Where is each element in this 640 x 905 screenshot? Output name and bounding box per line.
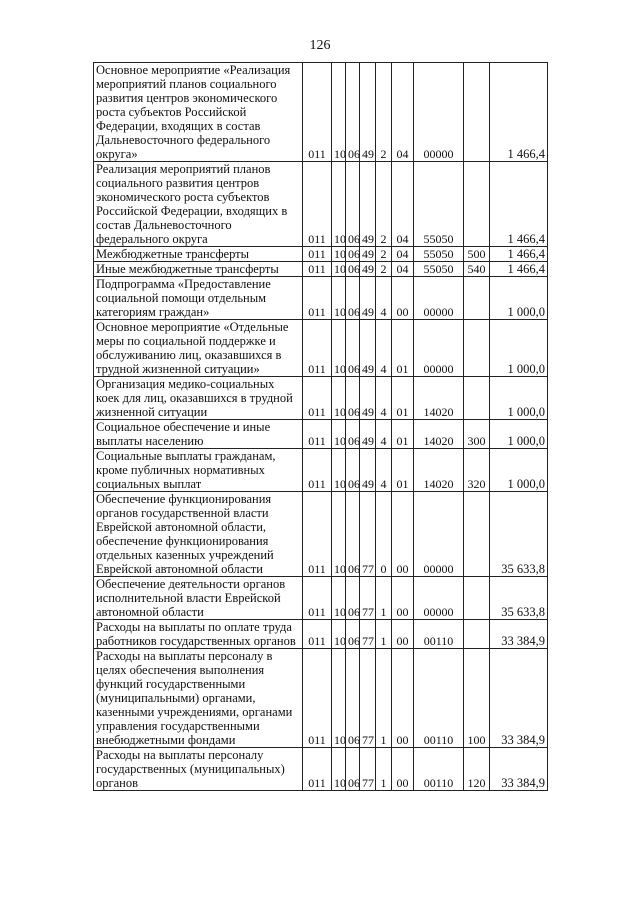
program-code: 49 — [360, 420, 376, 449]
subsection-code: 06 — [346, 377, 360, 420]
program-code: 77 — [360, 748, 376, 791]
table-row — [94, 262, 548, 277]
table-row — [94, 577, 548, 620]
amount: 1 000,0 — [490, 320, 548, 377]
section-code: 10 — [332, 63, 346, 162]
section-code: 10 — [332, 277, 346, 320]
ministry-code: 011 — [303, 277, 332, 320]
subprogram-code: 4 — [376, 420, 392, 449]
amount: 33 384,9 — [490, 620, 548, 649]
row-name: Основное мероприятие «Отдельные меры по социальной поддержке и обслуживанию лиц, оказавшихся в трудной жизненной ситуации» — [94, 320, 303, 377]
subprogram-code: 4 — [376, 377, 392, 420]
expense-type-code — [464, 162, 490, 247]
subprogram-code: 0 — [376, 492, 392, 577]
ministry-code: 011 — [303, 320, 332, 377]
budget-table — [93, 62, 548, 791]
subprogram-code: 1 — [376, 649, 392, 748]
expense-type-code: 320 — [464, 449, 490, 492]
table-row — [94, 162, 548, 247]
event-code: 01 — [392, 377, 414, 420]
event-code: 04 — [392, 162, 414, 247]
subprogram-code: 2 — [376, 63, 392, 162]
row-name: Основное мероприятие «Реализация мероприятий планов социального развития центров экономического роста субъектов Российской Федерации, входящих в состав Дальневосточного федерального округа» — [94, 63, 303, 162]
amount: 35 633,8 — [490, 492, 548, 577]
direction-code: 00000 — [414, 63, 464, 162]
subprogram-code: 1 — [376, 620, 392, 649]
event-code: 00 — [392, 649, 414, 748]
expense-type-code — [464, 320, 490, 377]
subprogram-code: 4 — [376, 449, 392, 492]
subsection-code: 06 — [346, 63, 360, 162]
program-code: 49 — [360, 320, 376, 377]
expense-type-code: 540 — [464, 262, 490, 277]
program-code: 49 — [360, 162, 376, 247]
ministry-code: 011 — [303, 649, 332, 748]
table-row — [94, 277, 548, 320]
section-code: 10 — [332, 577, 346, 620]
subsection-code: 06 — [346, 492, 360, 577]
program-code: 49 — [360, 449, 376, 492]
row-name: Социальное обеспечение и иные выплаты населению — [94, 420, 303, 449]
direction-code: 00000 — [414, 577, 464, 620]
subsection-code: 06 — [346, 247, 360, 262]
section-code: 10 — [332, 620, 346, 649]
direction-code: 00110 — [414, 649, 464, 748]
subsection-code: 06 — [346, 162, 360, 247]
ministry-code: 011 — [303, 449, 332, 492]
subprogram-code: 4 — [376, 320, 392, 377]
section-code: 10 — [332, 247, 346, 262]
amount: 1 466,4 — [490, 262, 548, 277]
subprogram-code: 2 — [376, 247, 392, 262]
section-code: 10 — [332, 748, 346, 791]
direction-code: 55050 — [414, 262, 464, 277]
expense-type-code: 500 — [464, 247, 490, 262]
row-name: Расходы на выплаты по оплате труда работников государственных органов — [94, 620, 303, 649]
program-code: 49 — [360, 262, 376, 277]
ministry-code: 011 — [303, 420, 332, 449]
section-code: 10 — [332, 649, 346, 748]
table-row — [94, 247, 548, 262]
amount: 1 466,4 — [490, 162, 548, 247]
row-name: Расходы на выплаты персоналу в целях обеспечения выполнения функций государственными (муниципальными) органами, казенными учреждениями, органами управления государственными внебюджетными фондами — [94, 649, 303, 748]
subprogram-code: 4 — [376, 277, 392, 320]
ministry-code: 011 — [303, 620, 332, 649]
event-code: 04 — [392, 262, 414, 277]
section-code: 10 — [332, 420, 346, 449]
table-row — [94, 320, 548, 377]
event-code: 01 — [392, 420, 414, 449]
program-code: 77 — [360, 620, 376, 649]
event-code: 00 — [392, 748, 414, 791]
event-code: 01 — [392, 320, 414, 377]
subsection-code: 06 — [346, 748, 360, 791]
expense-type-code — [464, 277, 490, 320]
event-code: 00 — [392, 492, 414, 577]
ministry-code: 011 — [303, 247, 332, 262]
amount: 33 384,9 — [490, 649, 548, 748]
event-code: 04 — [392, 63, 414, 162]
amount: 1 466,4 — [490, 63, 548, 162]
amount: 1 466,4 — [490, 247, 548, 262]
amount: 35 633,8 — [490, 577, 548, 620]
table-row — [94, 620, 548, 649]
ministry-code: 011 — [303, 492, 332, 577]
ministry-code: 011 — [303, 577, 332, 620]
subsection-code: 06 — [346, 262, 360, 277]
expense-type-code — [464, 577, 490, 620]
table-row — [94, 63, 548, 162]
amount: 1 000,0 — [490, 377, 548, 420]
expense-type-code — [464, 63, 490, 162]
row-name: Обеспечение функционирования органов государственной власти Еврейской автономной области, обеспечение функционирования отдельных казенных учреждений Еврейской автономной области — [94, 492, 303, 577]
direction-code: 55050 — [414, 247, 464, 262]
program-code: 77 — [360, 649, 376, 748]
amount: 1 000,0 — [490, 449, 548, 492]
event-code: 00 — [392, 277, 414, 320]
event-code: 00 — [392, 577, 414, 620]
direction-code: 00110 — [414, 620, 464, 649]
program-code: 77 — [360, 577, 376, 620]
program-code: 49 — [360, 277, 376, 320]
amount: 33 384,9 — [490, 748, 548, 791]
table-row — [94, 649, 548, 748]
row-name: Иные межбюджетные трансферты — [94, 262, 303, 277]
direction-code: 00000 — [414, 277, 464, 320]
subsection-code: 06 — [346, 577, 360, 620]
table-row — [94, 449, 548, 492]
section-code: 10 — [332, 377, 346, 420]
amount: 1 000,0 — [490, 420, 548, 449]
section-code: 10 — [332, 262, 346, 277]
event-code: 00 — [392, 620, 414, 649]
row-name: Организация медико-социальных коек для лиц, оказавшихся в трудной жизненной ситуации — [94, 377, 303, 420]
event-code: 04 — [392, 247, 414, 262]
expense-type-code: 100 — [464, 649, 490, 748]
event-code: 01 — [392, 449, 414, 492]
row-name: Межбюджетные трансферты — [94, 247, 303, 262]
row-name: Обеспечение деятельности органов исполнительной власти Еврейской автономной области — [94, 577, 303, 620]
ministry-code: 011 — [303, 377, 332, 420]
expense-type-code — [464, 620, 490, 649]
table-row — [94, 492, 548, 577]
direction-code: 14020 — [414, 377, 464, 420]
direction-code: 00000 — [414, 320, 464, 377]
subsection-code: 06 — [346, 320, 360, 377]
amount: 1 000,0 — [490, 277, 548, 320]
subprogram-code: 1 — [376, 577, 392, 620]
section-code: 10 — [332, 449, 346, 492]
table-row — [94, 420, 548, 449]
direction-code: 00000 — [414, 492, 464, 577]
direction-code: 14020 — [414, 420, 464, 449]
subprogram-code: 2 — [376, 262, 392, 277]
expense-type-code: 120 — [464, 748, 490, 791]
section-code: 10 — [332, 162, 346, 247]
expense-type-code — [464, 492, 490, 577]
row-name: Подпрограмма «Предоставление социальной помощи отдельным категориям граждан» — [94, 277, 303, 320]
row-name: Реализация мероприятий планов социального развития центров экономического роста субъектов Российской Федерации, входящих в состав Дальневосточного федерального округа — [94, 162, 303, 247]
direction-code: 55050 — [414, 162, 464, 247]
program-code: 49 — [360, 247, 376, 262]
subsection-code: 06 — [346, 649, 360, 748]
subprogram-code: 2 — [376, 162, 392, 247]
program-code: 49 — [360, 377, 376, 420]
ministry-code: 011 — [303, 262, 332, 277]
program-code: 77 — [360, 492, 376, 577]
subsection-code: 06 — [346, 277, 360, 320]
section-code: 10 — [332, 320, 346, 377]
subsection-code: 06 — [346, 449, 360, 492]
row-name: Социальные выплаты гражданам, кроме публичных нормативных социальных выплат — [94, 449, 303, 492]
direction-code: 14020 — [414, 449, 464, 492]
subsection-code: 06 — [346, 620, 360, 649]
section-code: 10 — [332, 492, 346, 577]
row-name: Расходы на выплаты персоналу государственных (муниципальных) органов — [94, 748, 303, 791]
ministry-code: 011 — [303, 63, 332, 162]
table-row — [94, 377, 548, 420]
program-code: 49 — [360, 63, 376, 162]
ministry-code: 011 — [303, 162, 332, 247]
ministry-code: 011 — [303, 748, 332, 791]
table-row — [94, 748, 548, 791]
subprogram-code: 1 — [376, 748, 392, 791]
subsection-code: 06 — [346, 420, 360, 449]
expense-type-code — [464, 377, 490, 420]
expense-type-code: 300 — [464, 420, 490, 449]
direction-code: 00110 — [414, 748, 464, 791]
page-number: 126 — [309, 38, 331, 53]
